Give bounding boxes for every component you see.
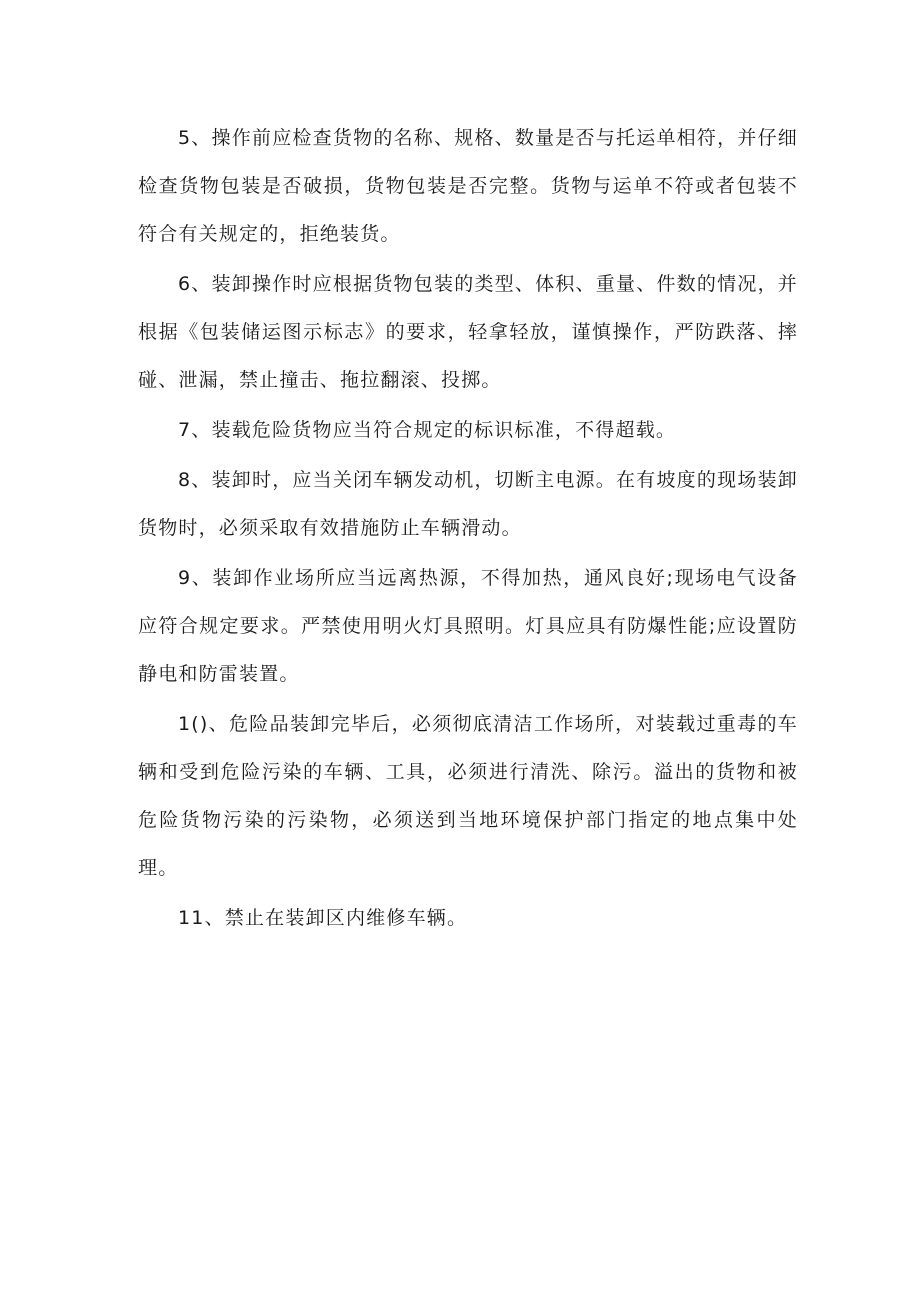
paragraph-item-9: 9、装卸作业场所应当远离热源，不得加热，通风良好;现场电气设备应符合规定要求。严禁使用明火灯具照明。灯具应具有防爆性能;应设置防静电和防雷装置。 bbox=[138, 567, 798, 685]
paragraph-item-7: 7、装载危险货物应当符合规定的标识标准，不得超载。 bbox=[178, 419, 677, 441]
paragraph-item-11: 11、禁止在装卸区内维修车辆。 bbox=[178, 907, 468, 929]
paragraph-item-6: 6、装卸操作时应根据货物包装的类型、体积、重量、件数的情况，并根据《包装储运图示标志》的要求，轻拿轻放，谨慎操作，严防跌落、摔碰、泄漏，禁止撞击、拖拉翻滚、投掷。 bbox=[138, 273, 798, 391]
paragraph-item-10: 1()、危险品装卸完毕后，必须彻底清洁工作场所，对装载过重毒的车辆和受到危险污染的车辆、工具，必须进行清洗、除污。溢出的货物和被危险货物污染的污染物，必须送到当地环境保护部门指定的地点集中处理。 bbox=[138, 713, 798, 879]
paragraph-item-5: 5、操作前应检查货物的名称、规格、数量是否与托运单相符，并仔细检查货物包装是否破损，货物包装是否完整。货物与运单不符或者包装不符合有关规定的，拒绝装货。 bbox=[138, 127, 798, 245]
paragraph-item-8: 8、装卸时，应当关闭车辆发动机，切断主电源。在有坡度的现场装卸货物时，必须采取有效措施防止车辆滑动。 bbox=[138, 469, 798, 539]
document-body bbox=[138, 114, 798, 944]
